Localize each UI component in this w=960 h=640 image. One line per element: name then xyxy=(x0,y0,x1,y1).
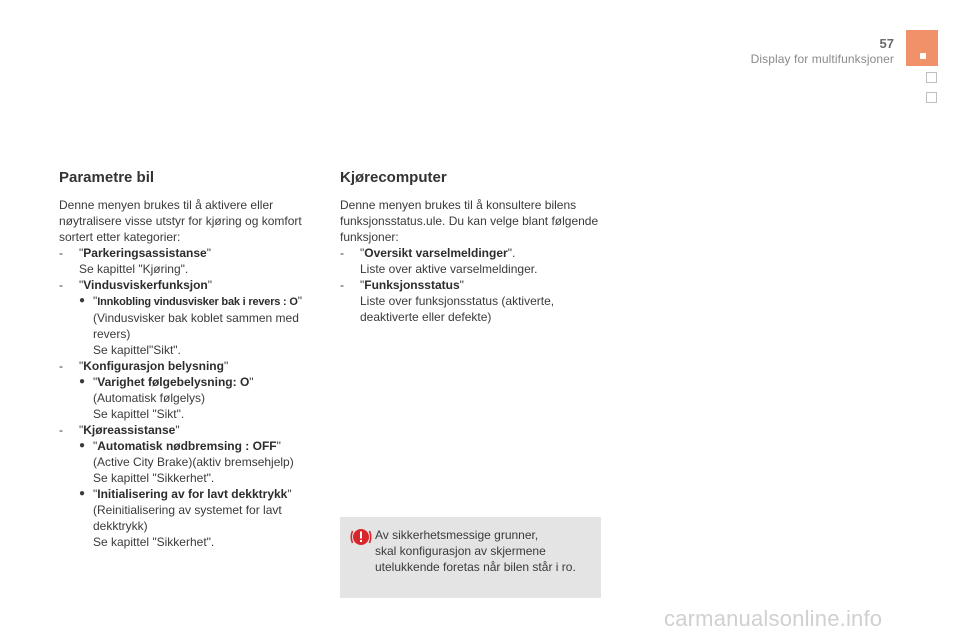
sub-note: Se kapittel "Sikt". xyxy=(93,407,185,421)
item-label: Parkeringsassistanse xyxy=(83,246,207,260)
warning-text xyxy=(375,527,595,575)
item-note: Liste over aktive varselmeldinger. xyxy=(360,262,538,276)
item-suffix: . xyxy=(511,246,516,260)
right-column xyxy=(340,170,602,325)
sub-item: ● "Innkobling vindusvisker bak i revers : O" xyxy=(79,294,302,308)
sub-label: Varighet følgebelysning: O xyxy=(97,375,250,389)
page-number: 57 xyxy=(879,36,894,51)
list-item: - "Kjøreassistanse" xyxy=(59,423,180,437)
warning-icon xyxy=(350,527,372,547)
warning-line: utelukkende foretas når bilen står i ro. xyxy=(375,560,576,574)
tab-marker xyxy=(920,53,926,59)
list-item: - "Parkeringsassistanse" xyxy=(59,246,211,260)
item-label: Oversikt varselmeldinger xyxy=(364,246,508,260)
sub-note: Se kapittel "Sikkerhet". xyxy=(93,471,215,485)
chapter-tab-empty xyxy=(926,72,937,83)
chapter-tab-empty xyxy=(926,92,937,103)
sub-note: (Reinitialisering av systemet for lavt dekktrykk) xyxy=(93,503,282,533)
section-title: Display for multifunksjoner xyxy=(750,52,894,66)
warning-line: skal konfigurasjon av skjermene xyxy=(375,544,546,558)
item-label: Konfigurasjon belysning xyxy=(83,359,224,373)
bullet-icon: ● xyxy=(79,440,86,451)
item-note: Liste over funksjonsstatus (aktiverte, deaktiverte eller defekte) xyxy=(360,294,555,324)
sub-note: (Active City Brake)(aktiv bremsehjelp) xyxy=(93,455,294,469)
sub-item: ● "Automatisk nødbremsing : OFF" xyxy=(79,439,281,453)
left-intro: Denne menyen brukes til å aktivere eller nøytralisere visse utstyr for kjøring og komfort sortert etter kategorier: xyxy=(59,198,302,244)
bullet-icon: ● xyxy=(79,376,86,387)
sub-note: (Vindusvisker bak koblet sammen med revers) xyxy=(93,311,299,341)
sub-item: ● "Varighet følgebelysning: O" xyxy=(79,375,254,389)
item-label: Funksjonsstatus xyxy=(364,278,460,292)
dash: - xyxy=(59,246,63,260)
sub-note: Se kapittel "Sikkerhet". xyxy=(93,535,215,549)
item-note: Se kapittel "Kjøring". xyxy=(79,262,189,276)
left-column xyxy=(59,170,321,550)
watermark: carmanualsonline.info xyxy=(664,606,883,631)
sub-label: Innkobling vindusvisker bak i revers : O xyxy=(97,296,298,308)
dash: - xyxy=(340,278,344,292)
sub-label: Automatisk nødbremsing : OFF xyxy=(97,439,277,453)
sub-note: Se kapittel"Sikt". xyxy=(93,343,181,357)
sub-item: ● "Initialisering av for lavt dekktrykk" xyxy=(79,487,292,501)
list-item: - "Oversikt varselmeldinger". xyxy=(340,246,516,260)
warning-line: Av sikkerhetsmessige grunner, xyxy=(375,528,539,542)
sub-label: Initialisering av for lavt dekktrykk xyxy=(97,487,288,501)
list-item: - "Funksjonsstatus" xyxy=(340,278,464,292)
sub-note: (Automatisk følgelys) xyxy=(93,391,206,405)
item-label: Vindusviskerfunksjon xyxy=(83,278,208,292)
dash: - xyxy=(340,246,344,260)
item-label: Kjøreassistanse xyxy=(83,423,176,437)
right-title: Kjørecomputer xyxy=(340,169,447,186)
list-item: - "Vindusviskerfunksjon" xyxy=(59,278,213,292)
left-title: Parametre bil xyxy=(59,169,155,186)
bullet-icon: ● xyxy=(79,488,86,499)
dash: - xyxy=(59,278,63,292)
list-item: - "Konfigurasjon belysning" xyxy=(59,359,229,373)
dash: - xyxy=(59,359,63,373)
dash: - xyxy=(59,423,63,437)
warning-box xyxy=(340,517,601,598)
right-intro: Denne menyen brukes til å konsultere bilens funksjonsstatus.ule. Du kan velge blant følgende funksjoner: xyxy=(340,198,599,244)
chapter-tab xyxy=(906,30,938,66)
bullet-icon: ● xyxy=(79,295,86,306)
